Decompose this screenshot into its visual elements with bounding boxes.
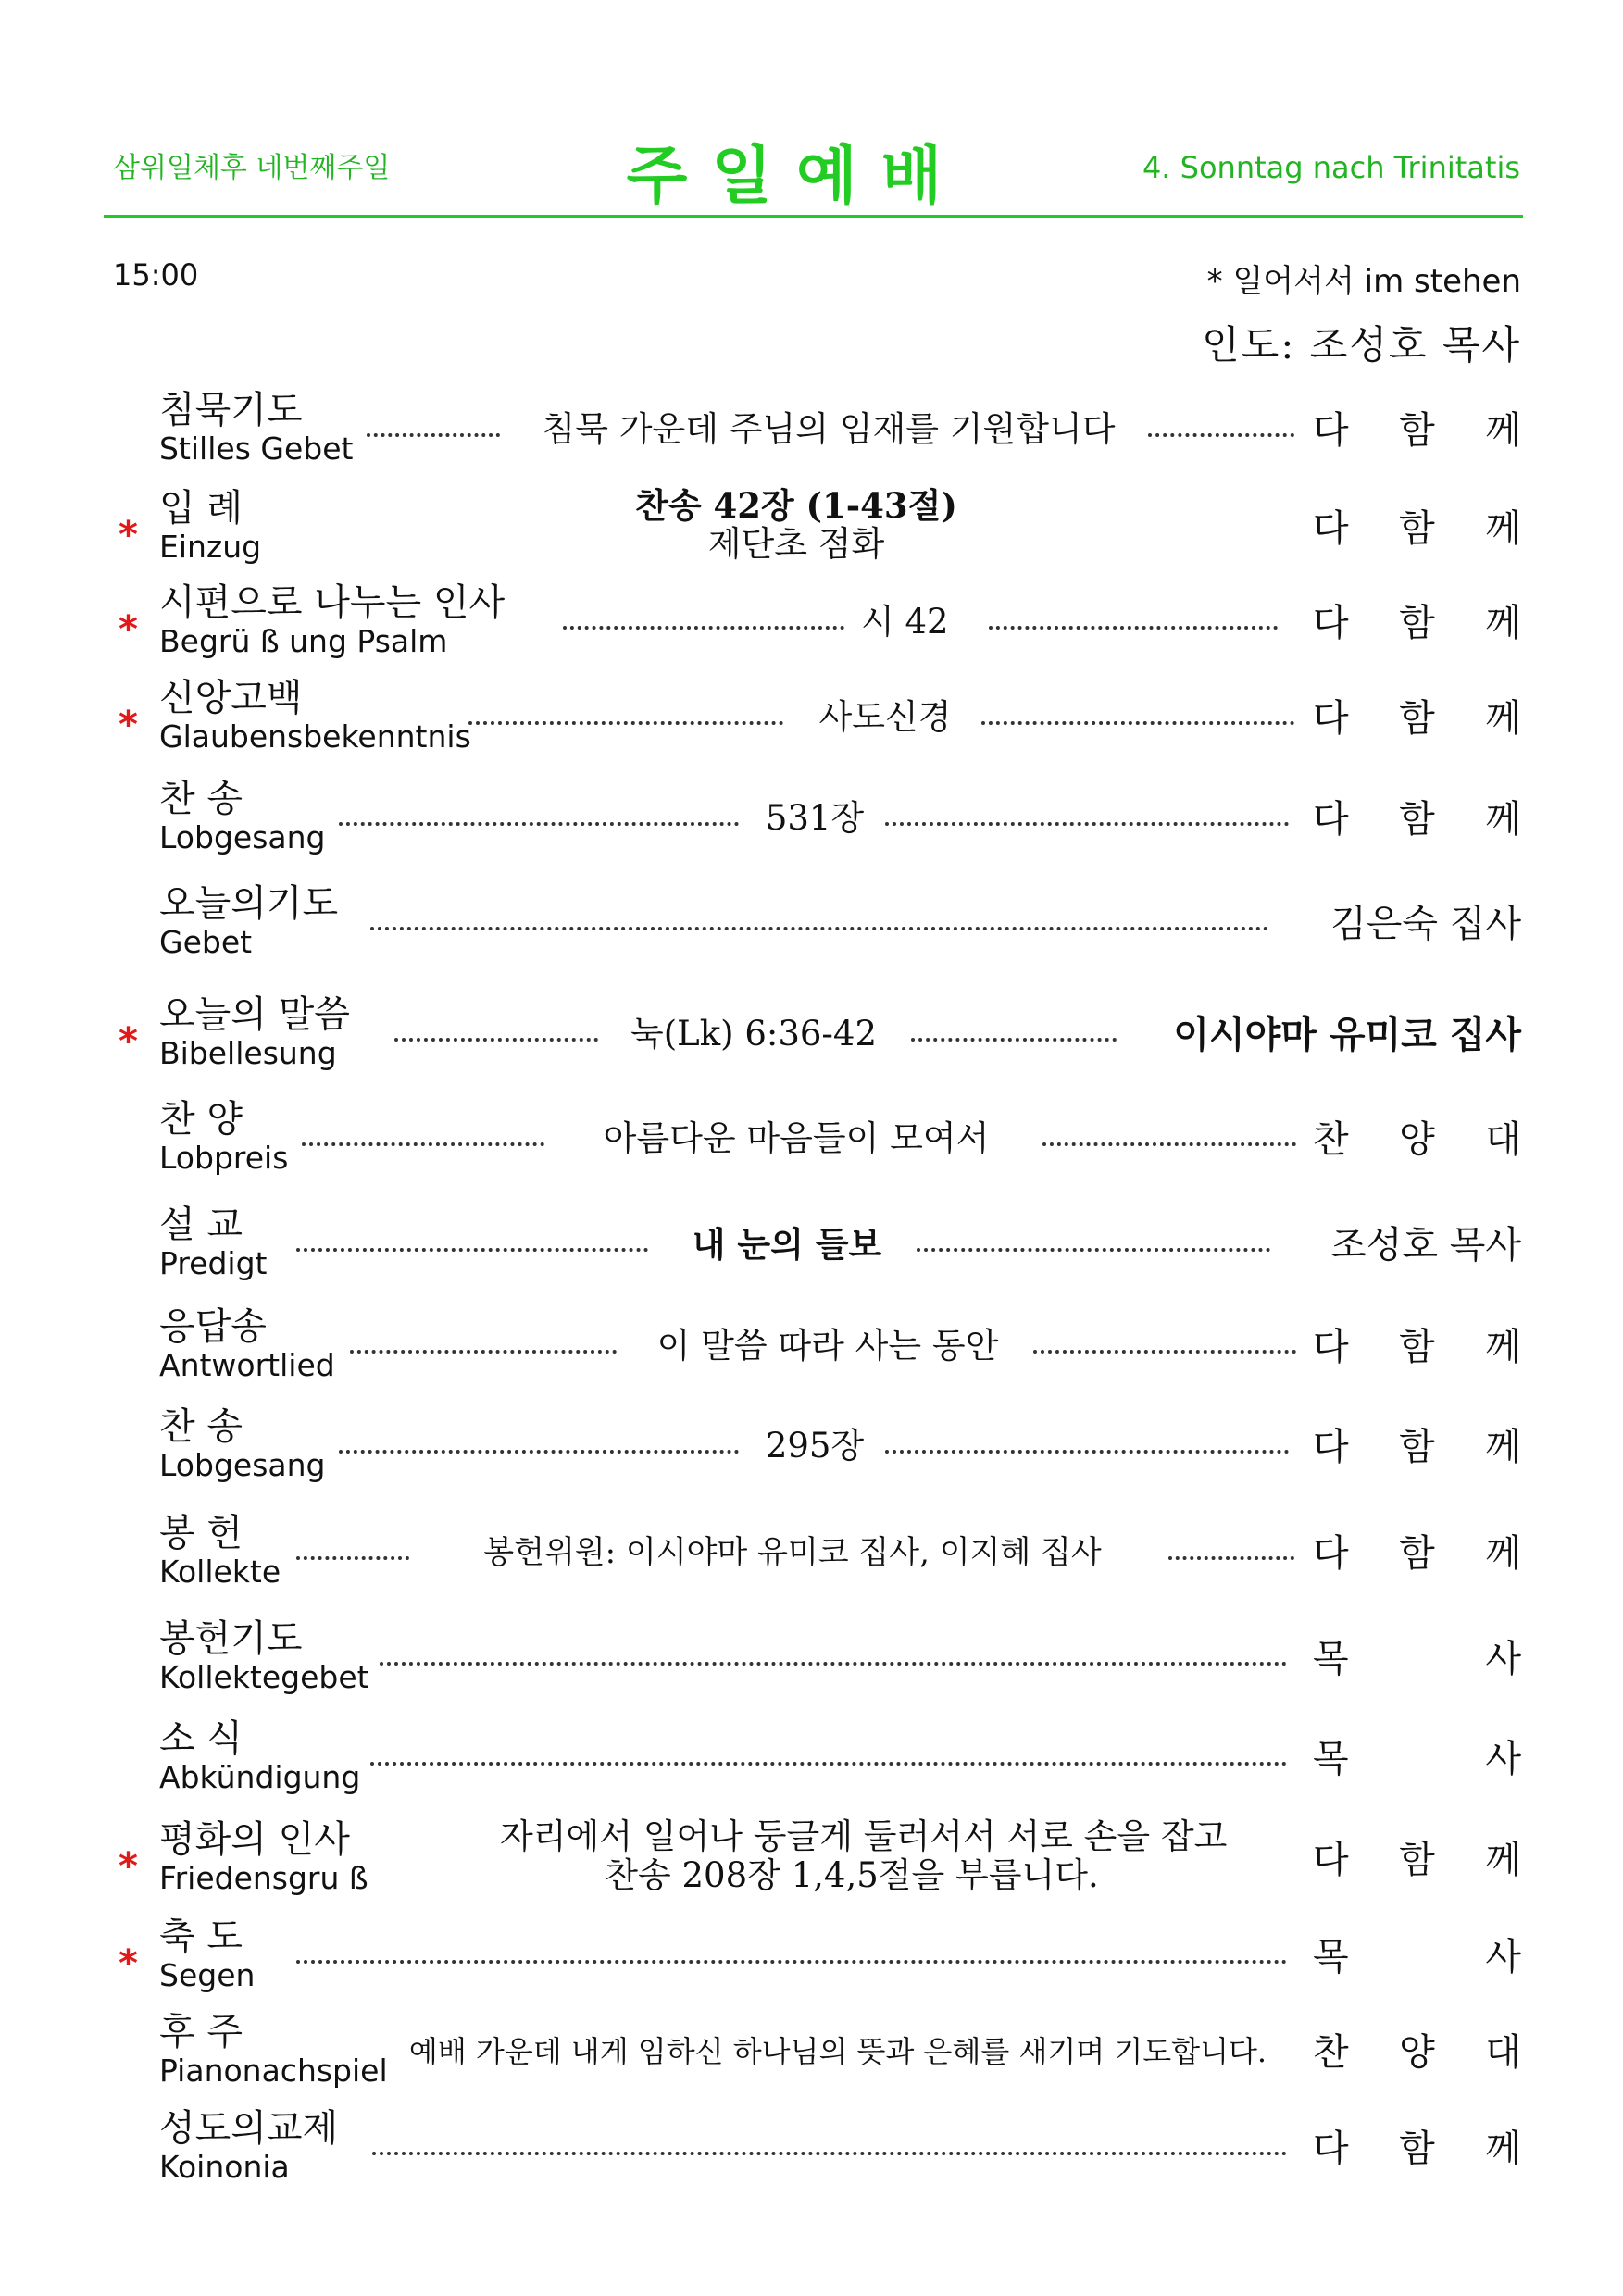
item-title-ko: 입 례 <box>159 487 243 530</box>
responder-char: 함 <box>1399 2128 1435 2170</box>
standing-star: * <box>119 1020 138 1063</box>
item-title-ko: 평화의 인사 <box>159 1818 350 1861</box>
responder-char: 함 <box>1399 507 1435 550</box>
item-title-ko: 소 식 <box>159 1717 243 1760</box>
responder-char: 께 <box>1485 1839 1521 1881</box>
responder-char: 찬 <box>1313 1118 1349 1161</box>
item-title-de: Koinonia <box>159 2149 290 2185</box>
dot-leader <box>468 721 783 725</box>
item-responder: 이시야마 유미코 집사 <box>1173 1013 1521 1056</box>
responder-char: 사 <box>1485 1638 1521 1680</box>
dot-leader <box>296 1556 409 1560</box>
item-title-ko: 찬 양 <box>159 1098 243 1141</box>
item-detail: 아름다운 마음들이 모여서 <box>603 1118 990 1158</box>
item-title-ko: 찬 송 <box>159 778 243 820</box>
dot-leader <box>380 1662 1287 1666</box>
dot-leader <box>917 1248 1270 1252</box>
dot-leader <box>370 1762 1287 1766</box>
item-responder <box>1313 2031 1521 2074</box>
item-detail: 봉헌위원: 이시야마 유미코 집사, 이지혜 집사 <box>483 1534 1102 1571</box>
item-responder <box>1313 1738 1521 1780</box>
standing-star: * <box>119 704 138 746</box>
responder-char: 함 <box>1399 409 1435 452</box>
standing-note: * 일어서서 im stehen <box>1206 263 1521 300</box>
item-title-de: Lobgesang <box>159 819 326 855</box>
responder-char: 다 <box>1313 1426 1349 1468</box>
dot-leader <box>394 1038 598 1042</box>
responder-char: 께 <box>1485 697 1521 740</box>
item-detail: 눅(Lk) 6:36-42 <box>630 1014 878 1054</box>
dot-leader <box>1168 1556 1294 1560</box>
item-responder: 조성호 목사 <box>1330 1224 1521 1267</box>
dot-leader <box>885 822 1289 826</box>
responder-char: 함 <box>1399 602 1435 644</box>
item-detail: 내 눈의 들보 <box>692 1224 882 1265</box>
item-title-de: Gebet <box>159 924 253 960</box>
dot-leader <box>981 721 1294 725</box>
responder-char: 께 <box>1485 409 1521 452</box>
item-responder <box>1313 1936 1521 1978</box>
item-title-ko: 후 주 <box>159 2011 243 2053</box>
item-title-de: Begrü ß ung Psalm <box>159 623 448 659</box>
service-time: 15:00 <box>113 257 199 293</box>
responder-char: 사 <box>1485 1738 1521 1780</box>
item-title-de: Abkündigung <box>159 1759 361 1795</box>
responder-char: 양 <box>1399 2031 1435 2074</box>
item-title-de: Kollektegebet <box>159 1659 369 1695</box>
responder-char: 찬 <box>1313 2031 1349 2074</box>
item-detail-line2: 찬송 208장 1,4,5절을 부릅니다. <box>605 1855 1099 1895</box>
item-responder <box>1313 602 1521 644</box>
item-title-de: Antwortlied <box>159 1347 335 1383</box>
responder-char: 다 <box>1313 409 1349 452</box>
standing-star: * <box>119 514 138 556</box>
item-title-de: Kollekte <box>159 1554 281 1590</box>
dot-leader <box>1042 1142 1296 1146</box>
responder-char: 목 <box>1313 1638 1349 1680</box>
responder-char: 다 <box>1313 507 1349 550</box>
item-responder <box>1313 1118 1521 1161</box>
item-title-ko: 봉 헌 <box>159 1512 243 1554</box>
item-detail: 예배 가운데 내게 임하신 하나님의 뜻과 은혜를 새기며 기도합니다. <box>408 2034 1267 2069</box>
dot-leader <box>885 1450 1289 1454</box>
item-responder <box>1313 2128 1521 2170</box>
responder-char: 함 <box>1399 697 1435 740</box>
header-divider <box>104 215 1523 218</box>
responder-char: 함 <box>1399 1326 1435 1368</box>
item-title-ko: 오늘의기도 <box>159 882 339 925</box>
dot-leader <box>370 927 1268 930</box>
responder-char: 양 <box>1399 1118 1435 1161</box>
item-title-ko: 봉헌기도 <box>159 1617 303 1660</box>
standing-star: * <box>119 608 138 651</box>
responder-char: 다 <box>1313 602 1349 644</box>
item-title-ko: 찬 송 <box>159 1405 243 1448</box>
item-responder <box>1313 1532 1521 1575</box>
item-responder <box>1313 1326 1521 1368</box>
responder-char: 목 <box>1313 1936 1349 1978</box>
item-title-ko: 오늘의 말씀 <box>159 993 350 1036</box>
standing-star: * <box>119 1942 138 1985</box>
responder-char: 함 <box>1399 1426 1435 1468</box>
item-title-de: Bibellesung <box>159 1035 337 1071</box>
item-responder <box>1313 798 1521 841</box>
item-responder <box>1313 697 1521 740</box>
responder-char: 께 <box>1485 2128 1521 2170</box>
responder-char: 다 <box>1313 1839 1349 1881</box>
dot-leader <box>350 1350 617 1354</box>
responder-char: 함 <box>1399 798 1435 841</box>
responder-char: 께 <box>1485 507 1521 550</box>
item-title-ko: 시편으로 나누는 인사 <box>159 581 506 624</box>
responder-char: 다 <box>1313 697 1349 740</box>
item-title-ko: 성도의교제 <box>159 2107 339 2150</box>
item-title-ko: 응답송 <box>159 1305 267 1348</box>
item-detail: 시 42 <box>861 602 949 642</box>
dot-leader <box>339 1450 739 1454</box>
item-responder <box>1313 1839 1521 1881</box>
item-title-ko: 침묵기도 <box>159 389 303 431</box>
item-detail: 이 말씀 따라 사는 동안 <box>656 1326 999 1366</box>
dot-leader <box>296 1248 648 1252</box>
item-title-de: Pianonachspiel <box>159 2053 388 2089</box>
dot-leader <box>367 433 500 437</box>
item-detail: 침묵 가운데 주님의 임재를 기원합니다 <box>542 409 1116 449</box>
item-detail: 531장 <box>765 798 865 838</box>
dot-leader <box>339 822 739 826</box>
item-detail: 사도신경 <box>818 697 952 737</box>
dot-leader <box>1033 1350 1296 1354</box>
responder-char: 께 <box>1485 1426 1521 1468</box>
responder-char: 함 <box>1399 1532 1435 1575</box>
item-title-de: Lobgesang <box>159 1447 326 1483</box>
page-title: 주일예배 <box>626 140 967 213</box>
item-title-de: Einzug <box>159 529 262 565</box>
item-title-de: Stilles Gebet <box>159 430 354 467</box>
item-title-de: Lobpreis <box>159 1140 289 1176</box>
responder-char: 함 <box>1399 1839 1435 1881</box>
responder-char: 다 <box>1313 1532 1349 1575</box>
dot-leader <box>989 626 1278 630</box>
item-responder: 김은숙 집사 <box>1330 903 1521 945</box>
responder-char: 대 <box>1485 1118 1521 1161</box>
dot-leader <box>296 1960 1287 1964</box>
item-responder <box>1313 409 1521 452</box>
dot-leader <box>372 2152 1287 2155</box>
header-sunday-label: 삼위일체후 네번째주일 <box>113 152 391 184</box>
responder-char: 목 <box>1313 1738 1349 1780</box>
item-title-ko: 신앙고백 <box>159 677 303 719</box>
item-title-de: Segen <box>159 1957 256 1993</box>
item-responder <box>1313 507 1521 550</box>
item-detail-line2: 제단초 점화 <box>707 524 885 564</box>
responder-char: 대 <box>1485 2031 1521 2074</box>
service-leader: 인도: 조성호 목사 <box>1202 322 1521 368</box>
item-detail: 295장 <box>765 1426 865 1466</box>
dot-leader <box>563 626 844 630</box>
item-title-ko: 설 교 <box>159 1204 243 1246</box>
item-title-de: Friedensgru ß <box>159 1860 368 1896</box>
item-title-ko: 축 도 <box>159 1915 243 1958</box>
responder-char: 께 <box>1485 602 1521 644</box>
responder-char: 다 <box>1313 798 1349 841</box>
responder-char: 다 <box>1313 1326 1349 1368</box>
item-title-de: Glaubensbekenntnis <box>159 718 471 755</box>
responder-char: 사 <box>1485 1936 1521 1978</box>
responder-char: 다 <box>1313 2128 1349 2170</box>
standing-star: * <box>119 1845 138 1888</box>
header-german-label: 4. Sonntag nach Trinitatis <box>1142 150 1520 185</box>
item-detail: 찬송 42장 (1-43절) <box>635 485 957 526</box>
item-responder <box>1313 1426 1521 1468</box>
responder-char: 께 <box>1485 1326 1521 1368</box>
responder-char: 께 <box>1485 798 1521 841</box>
item-detail: 자리에서 일어나 둥글게 둘러서서 서로 손을 잡고 <box>500 1816 1228 1856</box>
item-responder <box>1313 1638 1521 1680</box>
item-title-de: Predigt <box>159 1245 268 1281</box>
responder-char: 께 <box>1485 1532 1521 1575</box>
dot-leader <box>911 1038 1117 1042</box>
dot-leader <box>302 1142 544 1146</box>
dot-leader <box>1148 433 1294 437</box>
